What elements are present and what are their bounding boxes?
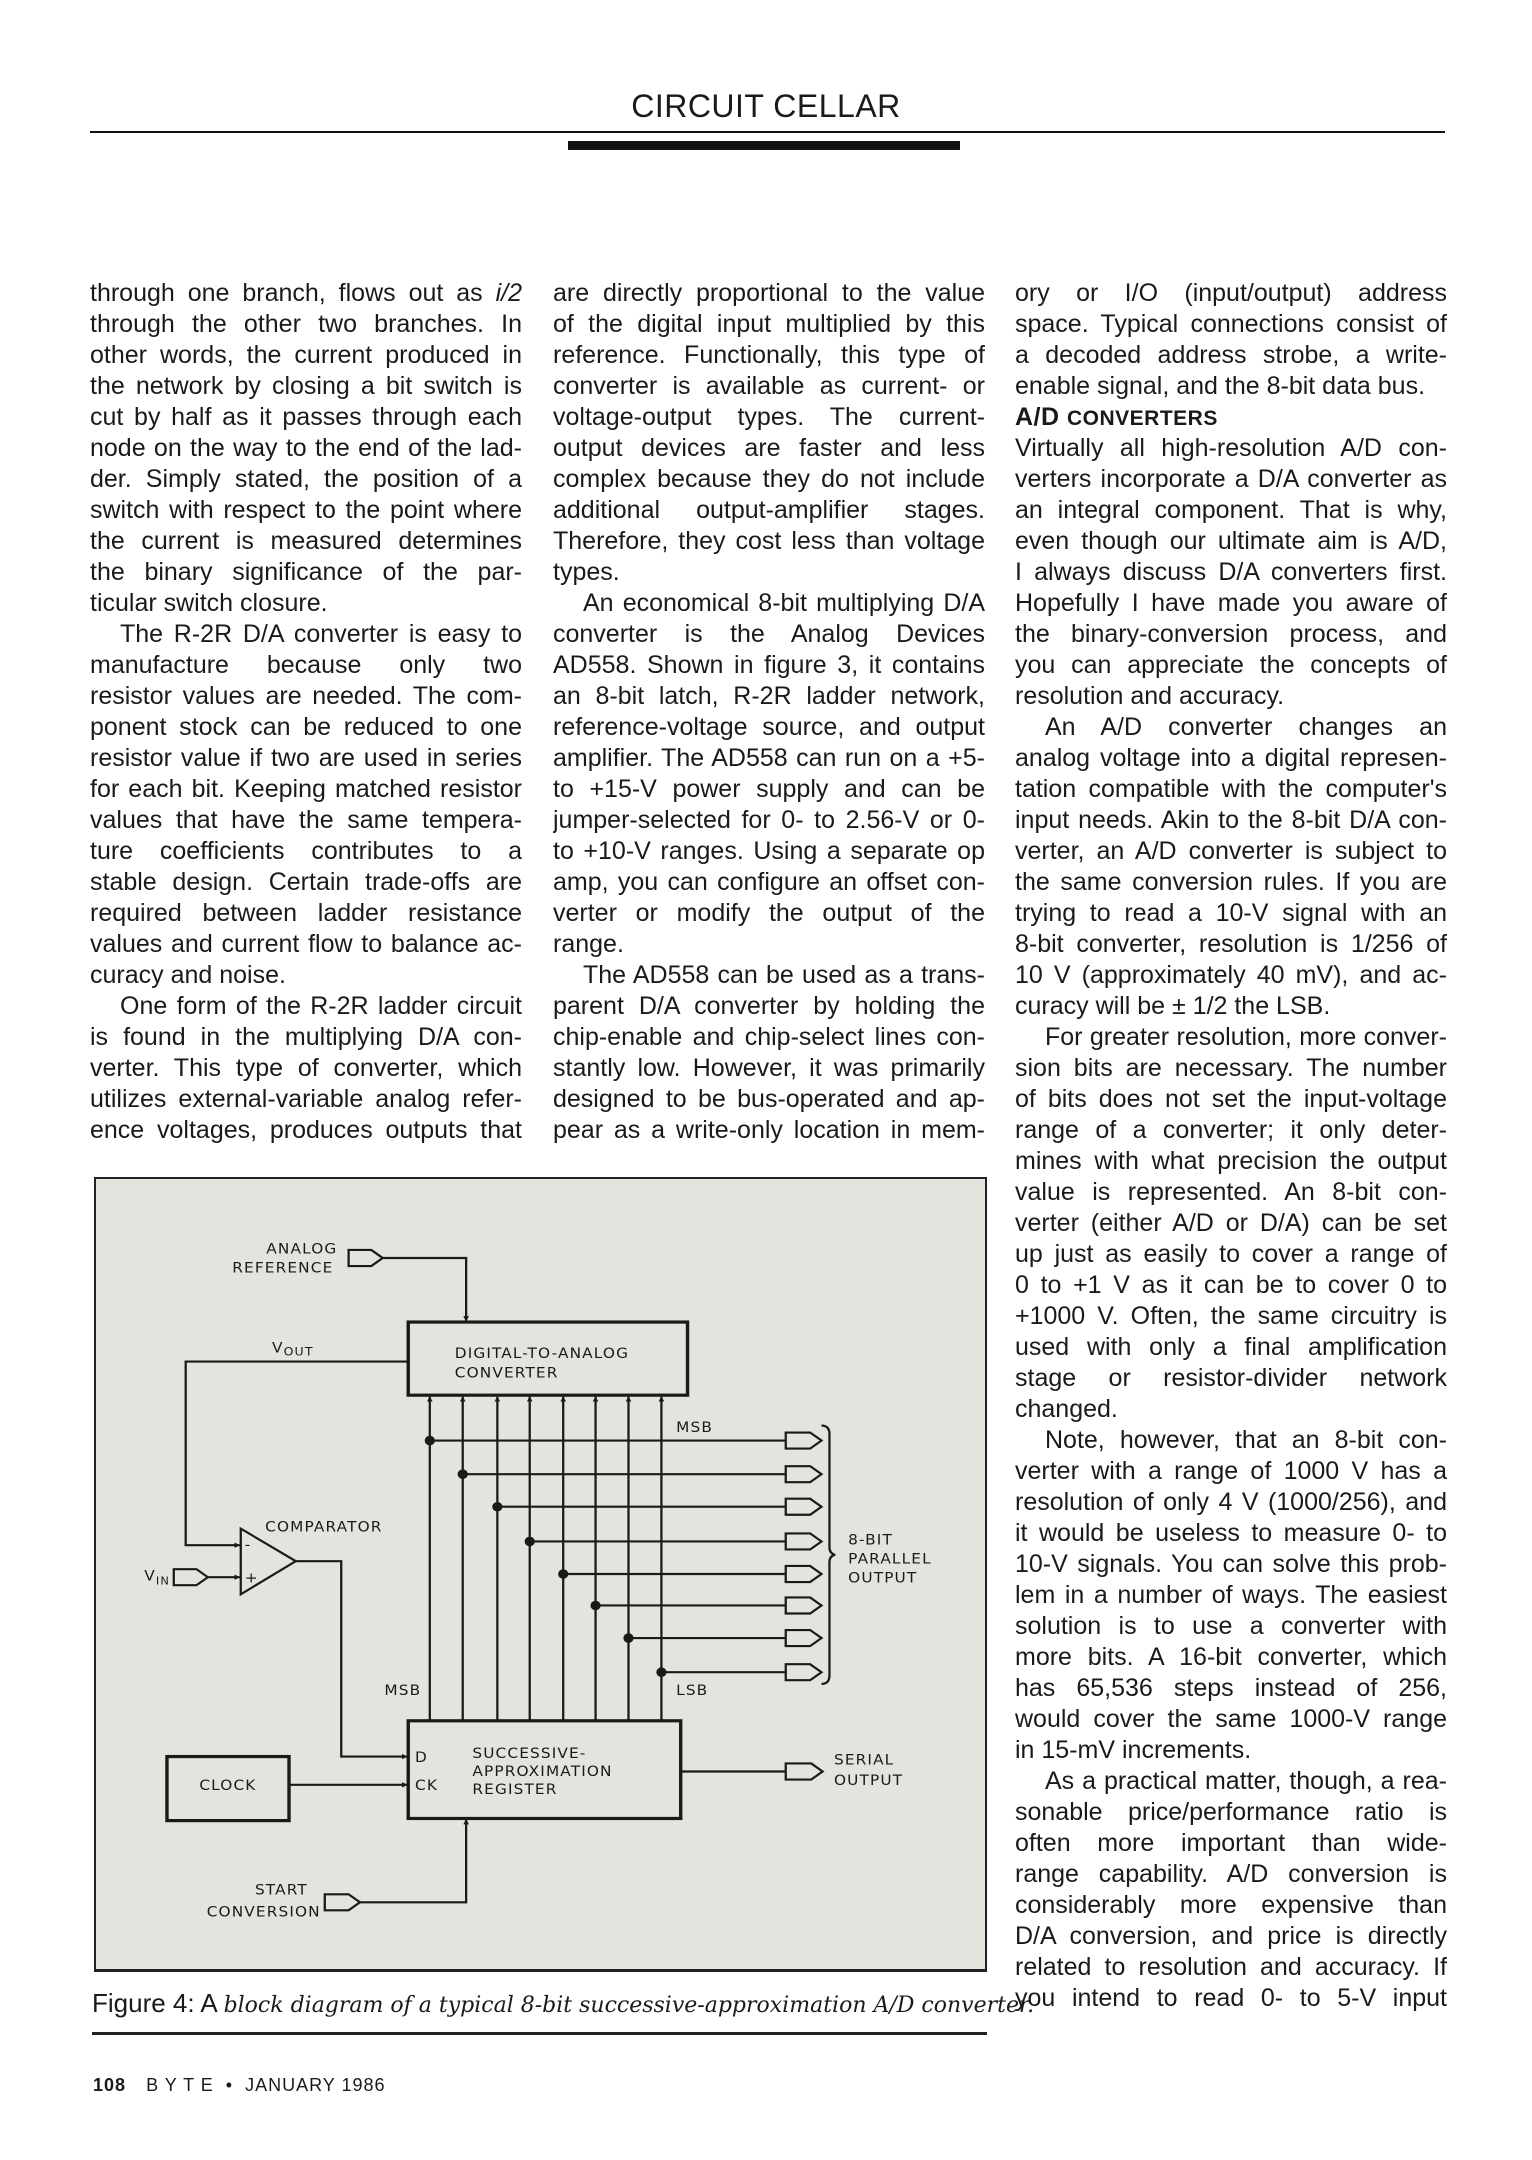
text-line <box>90 340 522 371</box>
text-line <box>90 371 522 402</box>
text-line <box>1015 1797 1447 1828</box>
line-text: trying to read a 10-V signal with an <box>1015 899 1447 927</box>
line-text: reference. Functionally, this type of <box>553 341 985 369</box>
start-conversion-label-2: CONVERSION <box>206 1903 321 1921</box>
line-text: D/A conversion, and price is directly <box>1015 1922 1447 1950</box>
text-line <box>1015 526 1447 557</box>
vin-label: $V_{IN}$ <box>144 1566 170 1588</box>
minus-label: - <box>244 1535 252 1554</box>
text-line <box>553 526 985 557</box>
line-text: resistor values are needed. The com- <box>90 682 522 710</box>
line-text: ponent stock can be reduced to one <box>90 713 522 741</box>
figure-caption <box>92 1988 1034 2019</box>
text-line <box>90 712 522 743</box>
line-text: mines with what precision the output <box>1015 1147 1447 1175</box>
figure-4-block-diagram <box>94 1177 987 1972</box>
parallel-output-connector-2 <box>786 1499 822 1515</box>
text-line <box>1015 991 1447 1022</box>
line-text: ture coefficients contributes to a <box>90 837 522 865</box>
text-line <box>90 836 522 867</box>
line-text: verter (either A/D or D/A) can be set <box>1015 1209 1447 1237</box>
header-rule <box>90 131 1445 133</box>
text-line <box>1015 1549 1447 1580</box>
text-line <box>553 1084 985 1115</box>
line-text: One form of the R-2R ladder circuit <box>120 992 522 1020</box>
line-text: ory or I/O (input/output) address <box>1015 279 1447 307</box>
parallel-output-connector-3 <box>786 1533 822 1549</box>
text-line <box>1015 650 1447 681</box>
start-conversion-connector <box>325 1894 360 1910</box>
sar-label-2: APPROXIMATION <box>472 1762 613 1780</box>
text-line <box>1015 1425 1447 1456</box>
line-text: range. <box>553 930 624 958</box>
line-text: 10 V (approximately 40 mV), and ac- <box>1015 961 1447 989</box>
line-text: related to resolution and accuracy. If <box>1015 1953 1447 1981</box>
line-text: you can appreciate the concepts of <box>1015 651 1447 679</box>
text-line <box>1015 743 1447 774</box>
line-text: often more important than wide- <box>1015 1829 1447 1857</box>
text-line <box>90 588 522 619</box>
line-text: the same conversion rules. If you are <box>1015 868 1447 896</box>
text-line <box>90 743 522 774</box>
line-text: used with only a final amplification <box>1015 1333 1447 1361</box>
line-text: value is represented. An 8-bit con- <box>1015 1178 1447 1206</box>
parallel-output-connector-1 <box>786 1466 822 1482</box>
text-line <box>1015 960 1447 991</box>
line-text: Note, however, that an 8-bit con- <box>1045 1426 1447 1454</box>
text-line <box>1015 1580 1447 1611</box>
publication-line: B Y T E • JANUARY 1986 <box>146 2075 386 2095</box>
heading-smallcaps: CONVERTERS <box>1067 407 1218 430</box>
line-text: cut by half as it passes through each <box>90 403 522 431</box>
line-text: an integral component. That is why, <box>1015 496 1447 524</box>
text-line <box>1015 1053 1447 1084</box>
parallel-output-connector-6 <box>786 1630 822 1646</box>
text-line <box>553 929 985 960</box>
line-text: output devices are faster and less <box>553 434 985 462</box>
text-line <box>90 433 522 464</box>
text-line <box>553 464 985 495</box>
text-line <box>553 743 985 774</box>
line-text: switch with respect to the point where <box>90 496 522 524</box>
line-text: resistor value if two are used in series <box>90 744 522 772</box>
text-line <box>1015 867 1447 898</box>
text-line <box>1015 774 1447 805</box>
text-line <box>90 1084 522 1115</box>
start-conversion-label: START <box>254 1880 308 1899</box>
text-line <box>1015 1115 1447 1146</box>
line-text: stantly low. However, it was primarily <box>553 1054 985 1082</box>
line-text: I always discuss D/A converters first. <box>1015 558 1447 586</box>
line-text: verter. This type of converter, which <box>90 1054 522 1082</box>
text-line <box>90 1022 522 1053</box>
adc-diagram <box>96 1179 985 1969</box>
line-text: values that have the same tempera- <box>90 806 522 834</box>
dac-label-2: CONVERTER <box>454 1364 559 1382</box>
line-text: you intend to read 0- to 5-V input <box>1015 1984 1447 2012</box>
text-line <box>90 278 522 309</box>
parallel-output-connector-5 <box>786 1597 822 1613</box>
section-heading <box>1015 402 1447 433</box>
text-line <box>553 433 985 464</box>
text-line <box>90 402 522 433</box>
heading-text: A/D <box>1015 403 1067 431</box>
line-text: to +10-V ranges. Using a separate op <box>553 837 985 865</box>
junction-dot-0 <box>425 1436 435 1446</box>
line-text: required between ladder resistance <box>90 899 522 927</box>
line-text: resolution of only 4 V (1000/256), and <box>1015 1488 1447 1516</box>
line-text: +1000 V. Often, the same circuitry is <box>1015 1302 1447 1330</box>
page-footer <box>93 2075 386 2096</box>
comparator-label: COMPARATOR <box>265 1517 383 1536</box>
junction-dot-7 <box>656 1667 666 1677</box>
text-line <box>1015 1735 1447 1766</box>
text-line <box>1015 1921 1447 1952</box>
line-text: stable design. Certain trade-offs are <box>90 868 522 896</box>
line-text: The R-2R D/A converter is easy to <box>120 620 522 648</box>
line-text: has 65,536 steps instead of 256, <box>1015 1674 1447 1702</box>
start-conversion-wire <box>360 1820 466 1903</box>
parallel-output-label-2: PARALLEL <box>848 1549 932 1568</box>
text-line <box>1015 898 1447 929</box>
line-text: 10-V signals. You can solve this prob- <box>1015 1550 1447 1578</box>
page-number: 108 <box>93 2075 127 2095</box>
line-text: is found in the multiplying D/A con- <box>90 1023 522 1051</box>
text-line <box>90 1115 522 1146</box>
junction-dot-6 <box>623 1633 633 1643</box>
line-text: in 15-mV increments. <box>1015 1736 1252 1764</box>
text-line <box>90 805 522 836</box>
line-text: a decoded address strobe, a write- <box>1015 341 1447 369</box>
section-title: CIRCUIT CELLAR <box>631 88 901 124</box>
clock-label: CLOCK <box>199 1776 257 1795</box>
text-line <box>90 619 522 650</box>
line-text: tation compatible with the computer's <box>1015 775 1447 803</box>
line-text: stage or resistor-divider network <box>1015 1364 1447 1392</box>
line-text: resolution and accuracy. <box>1015 682 1285 710</box>
text-column-2 <box>553 278 985 1146</box>
line-text: chip-enable and chip-select lines con- <box>553 1023 985 1051</box>
line-text: more bits. A 16-bit converter, which <box>1015 1643 1447 1671</box>
line-text: solution is to use a converter with <box>1015 1612 1447 1640</box>
text-line <box>1015 1456 1447 1487</box>
text-line <box>1015 1487 1447 1518</box>
text-line <box>1015 1642 1447 1673</box>
line-text: ence voltages, produces outputs that <box>90 1116 522 1144</box>
parallel-output-label: 8-BIT <box>848 1531 893 1549</box>
line-text: manufacture because only two <box>90 651 522 679</box>
text-line <box>1015 588 1447 619</box>
line-text: analog voltage into a digital represen- <box>1015 744 1447 772</box>
text-line <box>90 929 522 960</box>
parallel-output-connector-0 <box>786 1433 822 1449</box>
line-text: it would be useless to measure 0- to <box>1015 1519 1447 1547</box>
text-line <box>1015 278 1447 309</box>
text-line <box>90 991 522 1022</box>
line-text: AD558. Shown in figure 3, it contains <box>553 651 985 679</box>
analog-reference-wire <box>383 1258 466 1321</box>
line-text: amplifier. The AD558 can run on a +5- <box>553 744 985 772</box>
text-line <box>1015 1952 1447 1983</box>
text-line <box>553 898 985 929</box>
text-line <box>90 526 522 557</box>
text-line <box>1015 619 1447 650</box>
caption-article: A <box>200 1988 217 2018</box>
text-line <box>1015 1239 1447 1270</box>
line-text: an 8-bit latch, R-2R ladder network, <box>553 682 985 710</box>
text-line <box>1015 681 1447 712</box>
text-line <box>1015 371 1447 402</box>
text-line <box>1015 1363 1447 1394</box>
line-text: considerably more expensive than <box>1015 1891 1447 1919</box>
line-text: through the other two branches. In <box>90 310 522 338</box>
text-line <box>1015 1766 1447 1797</box>
line-text: up just as easily to cover a range of <box>1015 1240 1447 1268</box>
text-line <box>90 650 522 681</box>
d-pin-label: D <box>415 1748 428 1766</box>
text-line <box>1015 1332 1447 1363</box>
line-text: are directly proportional to the value <box>553 279 985 307</box>
text-line <box>553 836 985 867</box>
caption-rule <box>92 2032 987 2035</box>
text-line <box>1015 1084 1447 1115</box>
line-text: amp, you can configure an offset con- <box>553 868 985 896</box>
line-text: sion bits are necessary. The number <box>1015 1054 1447 1082</box>
line-text: values and current flow to balance ac- <box>90 930 522 958</box>
line-text: der. Simply stated, the position of a <box>90 465 522 493</box>
line-text: reference-voltage source, and output <box>553 713 985 741</box>
line-text: of bits does not set the input-voltage <box>1015 1085 1447 1113</box>
junction-dot-4 <box>558 1569 568 1579</box>
text-line <box>1015 929 1447 960</box>
line-text: jumper-selected for 0- to 2.56-V or 0- <box>553 806 985 834</box>
line-text: ticular switch closure. <box>90 589 328 617</box>
text-line <box>553 712 985 743</box>
line-text: curacy will be ± 1/2 the LSB. <box>1015 992 1331 1020</box>
line-text: additional output-amplifier stages. <box>553 496 985 524</box>
text-line <box>1015 1890 1447 1921</box>
text-line <box>1015 1859 1447 1890</box>
caption-lead: Figure 4: <box>92 1988 195 2018</box>
text-line <box>90 464 522 495</box>
line-text: Virtually all high-resolution A/D con- <box>1015 434 1447 462</box>
serial-output-connector <box>786 1763 823 1779</box>
line-text: curacy and noise. <box>90 961 286 989</box>
line-text: types. <box>553 558 620 586</box>
text-line <box>553 557 985 588</box>
text-line <box>1015 1394 1447 1425</box>
lsb-label: LSB <box>676 1681 709 1700</box>
text-line <box>553 340 985 371</box>
analog-reference-label: ANALOG <box>266 1240 338 1258</box>
text-line <box>1015 1270 1447 1301</box>
line-text: parent D/A converter by holding the <box>553 992 985 1020</box>
comparator-output-wire <box>296 1561 407 1756</box>
text-line <box>90 898 522 929</box>
line-text: for each bit. Keeping matched resistor <box>90 775 522 803</box>
text-column-3 <box>1015 278 1447 2014</box>
serial-output-label-2: OUTPUT <box>833 1771 904 1789</box>
msb-label-bottom: MSB <box>384 1681 422 1700</box>
parallel-output-label-3: OUTPUT <box>848 1568 918 1587</box>
line-text: designed to be bus-operated and ap- <box>553 1085 985 1113</box>
line-text: changed. <box>1015 1395 1118 1423</box>
line-text: verter with a range of 1000 V has a <box>1015 1457 1447 1485</box>
text-line <box>553 1115 985 1146</box>
line-text: enable signal, and the 8-bit data bus. <box>1015 372 1426 400</box>
header-bar <box>568 141 960 150</box>
serial-output-label: SERIAL <box>833 1750 895 1769</box>
sar-label-3: REGISTER <box>472 1780 558 1798</box>
parallel-output-connector-7 <box>786 1664 822 1680</box>
sar-label: SUCCESSIVE- <box>472 1744 587 1763</box>
text-line <box>1015 1983 1447 2014</box>
msb-label-top: MSB <box>676 1418 714 1436</box>
line-text: voltage-output types. The current- <box>553 403 985 431</box>
junction-dot-5 <box>590 1601 600 1611</box>
line-text: verter, an A/D converter is subject to <box>1015 837 1447 865</box>
line-text: complex because they do not include <box>553 465 985 493</box>
text-line <box>553 402 985 433</box>
line-text: pear as a write-only location in mem- <box>553 1116 985 1144</box>
italic-text: i/2 <box>495 279 522 307</box>
text-line <box>553 681 985 712</box>
ck-pin-label: CK <box>415 1776 439 1795</box>
line-text: even though our ultimate aim is A/D, <box>1015 527 1447 555</box>
text-line <box>553 805 985 836</box>
line-text: other words, the current produced in <box>90 341 522 369</box>
junction-dot-3 <box>525 1537 535 1547</box>
text-line <box>1015 464 1447 495</box>
text-line <box>90 1053 522 1084</box>
bit-lines <box>425 1397 822 1721</box>
line-text: verters incorporate a D/A converter as <box>1015 465 1447 493</box>
line-text: space. Typical connections consist of <box>1015 310 1447 338</box>
line-text: As a practical matter, though, a rea- <box>1045 1767 1447 1795</box>
dac-label: DIGITAL-TO-ANALOG <box>454 1344 630 1362</box>
parallel-output-connector-4 <box>786 1566 822 1582</box>
text-line <box>1015 1611 1447 1642</box>
text-line <box>1015 1177 1447 1208</box>
line-text: An economical 8-bit multiplying D/A <box>583 589 985 617</box>
text-line <box>1015 1704 1447 1735</box>
line-text: range capability. A/D conversion is <box>1015 1860 1447 1888</box>
text-line <box>1015 1518 1447 1549</box>
junction-dot-2 <box>492 1502 502 1512</box>
text-line <box>553 619 985 650</box>
text-line <box>90 309 522 340</box>
text-line <box>90 495 522 526</box>
line-text: through one branch, flows out as <box>90 279 496 307</box>
line-text: the binary significance of the par- <box>90 558 522 586</box>
text-line <box>1015 433 1447 464</box>
text-line <box>553 960 985 991</box>
text-line <box>90 774 522 805</box>
text-line <box>90 557 522 588</box>
plus-label: + <box>244 1568 259 1587</box>
text-line <box>1015 557 1447 588</box>
text-line <box>90 960 522 991</box>
line-text: 0 to +1 V as it can be to cover 0 to <box>1015 1271 1447 1299</box>
line-text: utilizes external-variable analog refer- <box>90 1085 522 1113</box>
line-text: 8-bit converter, resolution is 1/256 of <box>1015 930 1447 958</box>
text-line <box>1015 1022 1447 1053</box>
line-text: An A/D converter changes an <box>1045 713 1447 741</box>
line-text: the network by closing a bit switch is <box>90 372 522 400</box>
text-line <box>553 774 985 805</box>
line-text: lem in a number of ways. The easiest <box>1015 1581 1447 1609</box>
text-line <box>1015 1301 1447 1332</box>
text-column-1 <box>90 278 522 1146</box>
line-text: would cover the same 1000-V range <box>1015 1705 1447 1733</box>
text-line <box>553 588 985 619</box>
text-line <box>90 681 522 712</box>
line-text: For greater resolution, more conver- <box>1045 1023 1447 1051</box>
text-line <box>553 495 985 526</box>
line-text: Therefore, they cost less than voltage <box>553 527 985 555</box>
vin-connector <box>174 1569 208 1585</box>
line-text: converter is the Analog Devices <box>553 620 985 648</box>
text-line <box>553 278 985 309</box>
text-line <box>1015 1673 1447 1704</box>
line-text: node on the way to the end of the lad- <box>90 434 522 462</box>
text-line <box>1015 712 1447 743</box>
line-text: The AD558 can be used as a trans- <box>583 961 985 989</box>
vout-label: $V_{OUT}$ <box>271 1338 314 1359</box>
text-line <box>553 991 985 1022</box>
analog-reference-connector <box>349 1250 383 1266</box>
text-line <box>90 867 522 898</box>
line-text: of the digital input multiplied by this <box>553 310 985 338</box>
analog-reference-label-2: REFERENCE <box>232 1258 334 1277</box>
text-line <box>1015 309 1447 340</box>
line-text: to +15-V power supply and can be <box>553 775 985 803</box>
caption-text: block diagram of a typical 8-bit successive-approximation A/D converter. <box>223 1993 1035 2018</box>
text-line <box>1015 1146 1447 1177</box>
junction-dot-1 <box>458 1469 468 1479</box>
text-line <box>553 1022 985 1053</box>
text-line <box>553 371 985 402</box>
text-line <box>1015 805 1447 836</box>
text-line <box>553 1053 985 1084</box>
text-line <box>1015 836 1447 867</box>
text-line <box>553 650 985 681</box>
line-text: range of a converter; it only deter- <box>1015 1116 1447 1144</box>
line-text: the binary-conversion process, and <box>1015 620 1447 648</box>
text-line <box>1015 340 1447 371</box>
line-text: the current is measured determines <box>90 527 522 555</box>
text-line <box>1015 1828 1447 1859</box>
text-line <box>1015 1208 1447 1239</box>
line-text: input needs. Akin to the 8-bit D/A con- <box>1015 806 1447 834</box>
text-line <box>1015 495 1447 526</box>
line-text: Hopefully I have made you aware of <box>1015 589 1447 617</box>
parallel-output-brace <box>822 1426 836 1684</box>
text-line <box>553 309 985 340</box>
text-line <box>553 867 985 898</box>
line-text: sonable price/performance ratio is <box>1015 1798 1447 1826</box>
line-text: verter or modify the output of the <box>553 899 985 927</box>
line-text: converter is available as current- or <box>553 372 985 400</box>
